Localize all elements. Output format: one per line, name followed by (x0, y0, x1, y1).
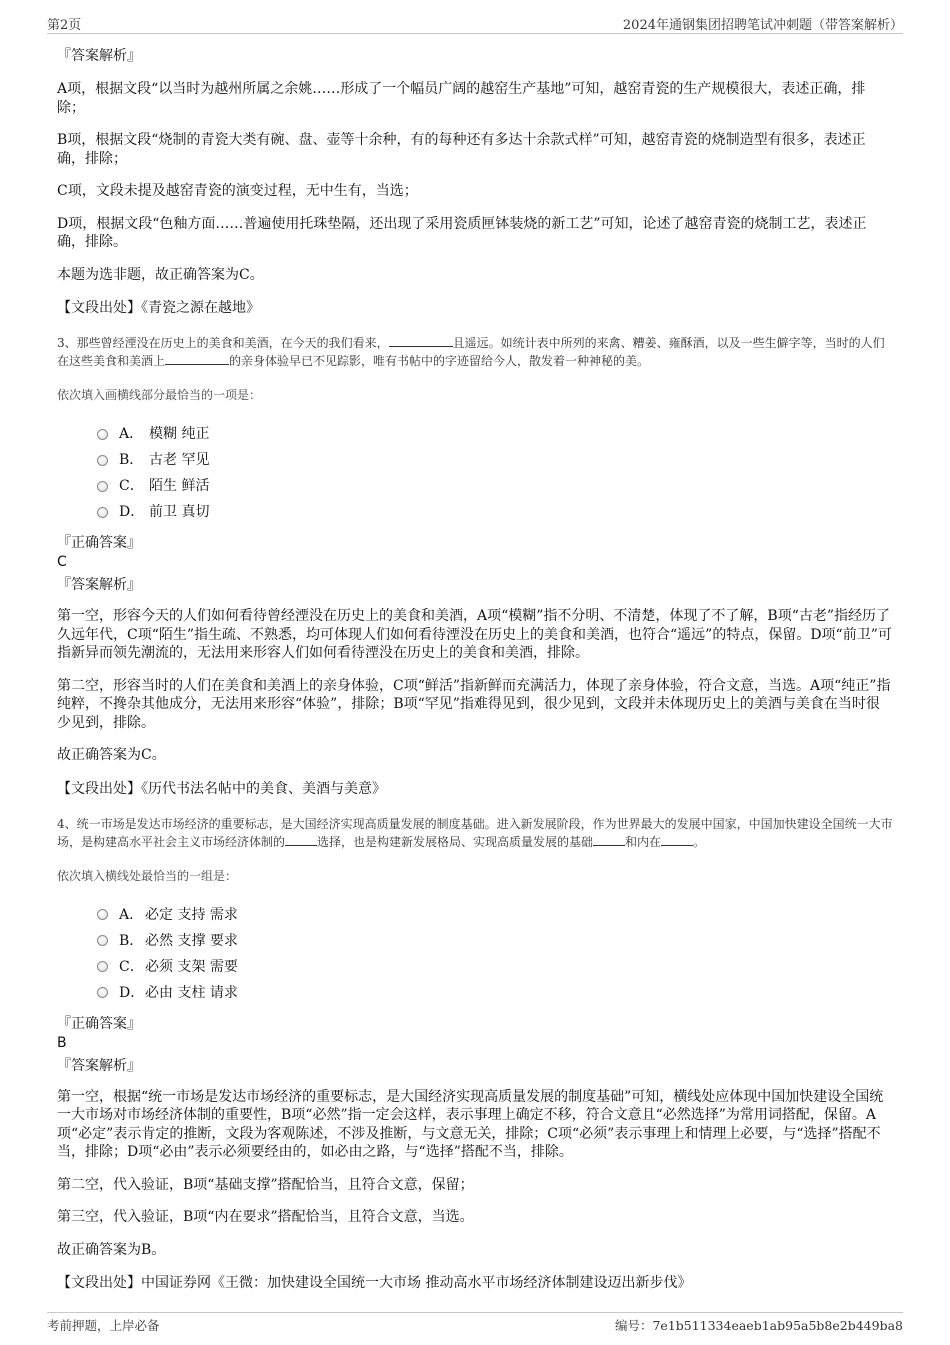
page-content (57, 40, 893, 1309)
document-code: 编号：7e1b511334eaeb1ab95a5b8e2b449ba8 (614, 1318, 903, 1333)
analysis-paragraph: C项，文段未提及越窑青瓷的演变过程，无中生有，当选； (57, 183, 418, 199)
question-4-stem: 4、统一市场是发达市场经济的重要标志，是大国经济实现高质量发展的制度基础。进入新发展阶段，作为世界最大的发展中国家，中国加快建设全国统一大市场，是构建高水平社会主义市场经济体制的 选择，也是构建新发展格局、实现高质量发展的基础 和内在 。 (57, 816, 893, 849)
analysis-paragraph: 第一空，根据“统一市场是发达市场经济的重要标志，是大国经济实现高质量发展的制度基础”可知，横线处应体现中国加快建设全国统一大市场对市场经济体制的重要性，B项“必然”指一定会这样，表示事理上确定不移，符合文意且“必然选择”为常用词搭配，保留。A项“必定”表示肯定的推断，文段为客观陈述，不涉及推断，与文意无关，排除；C项“必须”表示事理上和情理上必要，与“选择”搭配不当，排除；D项“必由”表示必须要经由的，如必由之路，与“选择”搭配不当，排除。 (57, 1088, 884, 1160)
analysis-paragraph: D项，根据文段“色釉方面……普遍使用托珠垫隔，还出现了采用瓷质匣钵装烧的新工艺”可知，论述了越窑青瓷的烧制工艺，表述正确，排除。 (57, 215, 867, 250)
analysis-paragraph: 本题为选非题，故正确答案为C。 (57, 266, 264, 283)
analysis-label: 『答案解析』 (57, 577, 141, 593)
radio-button-icon[interactable] (97, 935, 108, 946)
option-d[interactable]: D． 必由 支柱 请求 (97, 980, 893, 1006)
source-citation: 【文段出处】《青瓷之源在越地》 (57, 300, 260, 316)
correct-answer: B (57, 1034, 67, 1051)
question-4-options (97, 902, 893, 1006)
option-a[interactable]: A． 模糊 纯正 (97, 421, 893, 447)
correct-answer: C (57, 554, 67, 570)
radio-button-icon[interactable] (97, 507, 108, 518)
fill-blank (285, 833, 317, 846)
document-title: 2024年通钢集团招聘笔试冲刺题（带答案解析） (622, 18, 903, 33)
option-c[interactable]: C． 陌生 鲜活 (97, 473, 893, 499)
question-4-instruction: 依次填入横线处最恰当的一组是： (57, 868, 238, 883)
analysis-paragraph: A项，根据文段“以当时为越州所属之余姚……形成了一个幅员广阔的越窑生产基地”可知，越窑青瓷的生产规模很大，表述正确，排除； (57, 81, 866, 116)
question-3-instruction: 依次填入画横线部分最恰当的一项是： (57, 388, 262, 402)
radio-button-icon[interactable] (97, 481, 108, 492)
option-a[interactable]: A． 必定 支持 需求 (97, 902, 893, 928)
page-header (47, 11, 903, 34)
analysis-paragraph: 第三空，代入验证，B项“内在要求”搭配恰当，且符合文意，当选。 (57, 1209, 474, 1225)
analysis-paragraph: 第二空，代入验证，B项“基础支撑”搭配恰当，且符合文意，保留； (57, 1176, 474, 1193)
page-number: 第2页 (47, 18, 82, 33)
fill-blank (389, 334, 453, 347)
source-citation: 【文段出处】《历代书法名帖中的美食、美酒与美意》 (57, 780, 386, 797)
analysis-label: 『答案解析』 (57, 1057, 141, 1074)
option-c[interactable]: C． 必须 支架 需要 (97, 954, 893, 980)
question-3-options (97, 421, 893, 525)
correct-answer-label: 『正确答案』 (57, 535, 141, 551)
option-b[interactable]: B． 古老 罕见 (97, 447, 893, 473)
source-citation: 【文段出处】中国证券网《王微：加快建设全国统一大市场 推动高水平市场经济体制建设迈出新步伐》 (57, 1275, 692, 1291)
radio-button-icon[interactable] (97, 429, 108, 440)
radio-button-icon[interactable] (97, 961, 108, 972)
analysis-paragraph: 第一空，形容今天的人们如何看待曾经湮没在历史上的美食和美酒，A项“模糊”指不分明、不清楚，体现了不了解，B项“古老”指经历了久远年代，C项“陌生”指生疏、不熟悉，均可体现人们如何看待湮没在历史上的美食和美酒，也符合“遥远”的特点，保留。D项“前卫”可指新异而领先潮流的，无法用来形容人们如何看待湮没在历史上的美食和美酒，排除。 (57, 608, 892, 661)
fill-blank (661, 833, 693, 846)
radio-button-icon[interactable] (97, 987, 108, 998)
footer-slogan: 考前押题，上岸必备 (47, 1318, 160, 1333)
analysis-paragraph: 故正确答案为B。 (57, 1241, 166, 1258)
option-b[interactable]: B． 必然 支撑 要求 (97, 928, 893, 954)
fill-blank (593, 833, 625, 846)
radio-button-icon[interactable] (97, 909, 108, 920)
analysis-label: 『答案解析』 (57, 48, 141, 64)
analysis-paragraph: B项，根据文段“烧制的青瓷大类有碗、盘、壶等十余种，有的每种还有多达十余款式样”可知，越窑青瓷的烧制造型有很多，表述正确，排除； (57, 132, 866, 167)
question-3-stem: 3、那些曾经湮没在历史上的美食和美酒，在今天的我们看来， 且遥远。如统计表中所列的来禽、糟姜、雍酥酒，以及一些生僻字等，当时的人们在这些美食和美酒上 的亲身体验早已不见踪影，唯有书帖中的字迹留给今人，散发着一种神秘的美。 (57, 336, 885, 368)
analysis-paragraph: 故正确答案为C。 (57, 747, 166, 763)
radio-button-icon[interactable] (97, 455, 108, 466)
fill-blank (165, 352, 229, 365)
correct-answer-label: 『正确答案』 (57, 1015, 141, 1032)
page-footer (47, 1312, 903, 1333)
analysis-paragraph: 第二空，形容当时的人们在美食和美酒上的亲身体验，C项“鲜活”指新鲜而充满活力，体现了亲身体验，符合文意，当选。A项“纯正”指纯粹，不搀杂其他成分，无法用来形容“体验”，排除；B项“罕见”指难得见到，很少见到，文段并未体现历史上的美酒与美食在当时很少见到，排除。 (57, 677, 891, 731)
option-d[interactable]: D． 前卫 真切 (97, 499, 893, 525)
